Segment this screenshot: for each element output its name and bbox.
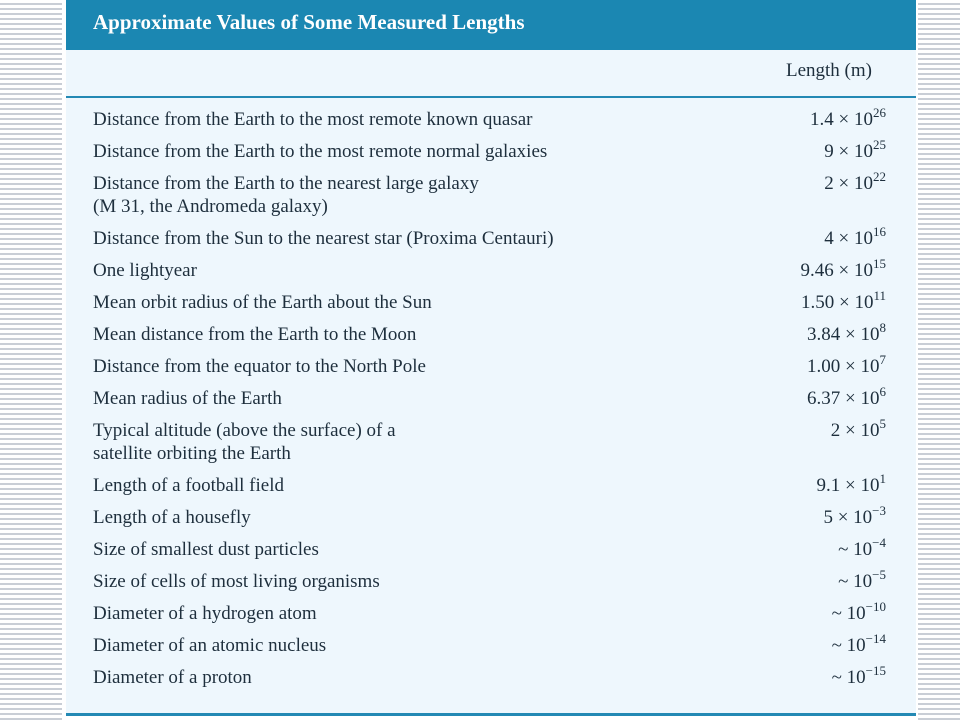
quantity-cell: Diameter of a proton	[93, 667, 252, 688]
length-value	[831, 662, 886, 689]
value-mantissa: 6.37 × 10	[807, 388, 880, 409]
value-mantissa: ~ 10	[831, 603, 866, 624]
value-exponent: 6	[879, 383, 886, 399]
table-title: Approximate Values of Some Measured Lengths	[93, 10, 525, 34]
value-exponent: −4	[872, 534, 886, 550]
table-row	[66, 566, 916, 593]
table-row	[66, 383, 916, 410]
value-exponent: 7	[879, 351, 886, 367]
table-row	[66, 223, 916, 250]
quantity-cell: Mean distance from the Earth to the Moon	[93, 324, 417, 345]
table-row	[66, 104, 916, 131]
table-row	[66, 415, 916, 465]
length-value	[810, 104, 886, 131]
value-exponent: −14	[865, 630, 886, 646]
value-mantissa: 9.1 × 10	[816, 475, 880, 496]
quantity-cell: One lightyear	[93, 260, 197, 281]
value-mantissa: 3.84 × 10	[807, 324, 880, 345]
quantity-cell: Diameter of an atomic nucleus	[93, 635, 327, 656]
table-row	[66, 255, 916, 282]
quantity-cell: Length of a housefly	[93, 507, 251, 528]
value-exponent: 16	[873, 223, 886, 239]
right-stripe-decoration	[918, 0, 960, 720]
value-exponent: 11	[873, 287, 886, 303]
table-row	[66, 319, 916, 346]
quantity-cell: Distance from the Sun to the nearest star (Proxima Centauri)	[93, 228, 554, 249]
value-exponent: 5	[879, 415, 886, 431]
value-exponent: 25	[873, 136, 886, 152]
value-mantissa: ~ 10	[831, 635, 866, 656]
value-mantissa: 4 × 10	[824, 228, 873, 249]
length-value	[831, 630, 886, 657]
bottom-divider	[66, 713, 916, 716]
length-column-header: Length (m)	[785, 60, 872, 81]
length-value	[800, 255, 886, 282]
quantity-cell: Mean orbit radius of the Earth about the Sun	[93, 292, 432, 313]
value-mantissa: 9.46 × 10	[800, 260, 873, 281]
table-body	[66, 104, 916, 698]
quantity-cell: Mean radius of the Earth	[93, 388, 282, 409]
length-value	[816, 470, 886, 497]
quantity-cell: Size of cells of most living organisms	[93, 571, 380, 592]
value-mantissa: 1.4 × 10	[810, 109, 873, 130]
value-exponent: −15	[865, 662, 886, 678]
quantity-cell: Diameter of a hydrogen atom	[93, 603, 317, 624]
length-value	[838, 534, 886, 561]
value-mantissa: 1.00 × 10	[807, 356, 880, 377]
table-row	[66, 168, 916, 218]
quantity-cell: Distance from the Earth to the most remote normal galaxies	[93, 141, 548, 162]
length-value	[807, 319, 886, 346]
value-exponent: 15	[873, 255, 886, 271]
value-mantissa: 2 × 10	[824, 173, 873, 194]
table-title-bar	[66, 0, 916, 50]
table-row	[66, 662, 916, 689]
length-value	[830, 415, 886, 442]
table-row	[66, 287, 916, 314]
value-mantissa: ~ 10	[838, 539, 873, 560]
value-mantissa: 5 × 10	[823, 507, 873, 528]
value-exponent: 26	[873, 104, 886, 120]
quantity-cell: Distance from the equator to the North Pole	[93, 356, 426, 377]
length-value	[824, 136, 886, 163]
value-mantissa: 9 × 10	[824, 141, 873, 162]
table-row	[66, 630, 916, 657]
length-value	[824, 223, 886, 250]
quantity-cell: Distance from the Earth to the most remote known quasar	[93, 109, 533, 130]
table-row	[66, 534, 916, 561]
header-divider	[66, 96, 916, 98]
value-mantissa: ~ 10	[831, 667, 866, 688]
length-value	[824, 168, 886, 195]
value-exponent: 8	[879, 319, 886, 335]
length-value	[823, 502, 886, 529]
table-row	[66, 136, 916, 163]
table-row	[66, 598, 916, 625]
length-value	[807, 351, 886, 378]
length-value	[838, 566, 886, 593]
quantity-cell: Size of smallest dust particles	[93, 539, 319, 560]
table-row	[66, 351, 916, 378]
value-mantissa: 1.50 × 10	[801, 292, 874, 313]
value-mantissa: ~ 10	[838, 571, 873, 592]
quantity-cell: Distance from the Earth to the nearest large galaxy (M 31, the Andromeda galaxy)	[93, 173, 479, 217]
quantity-cell: Typical altitude (above the surface) of a satellite orbiting the Earth	[93, 420, 396, 464]
length-value	[807, 383, 886, 410]
value-exponent: −5	[872, 566, 886, 582]
left-stripe-decoration	[0, 0, 62, 720]
quantity-cell: Length of a football field	[93, 475, 284, 496]
value-exponent: 22	[873, 168, 886, 184]
value-exponent: −10	[865, 598, 886, 614]
value-exponent: −3	[872, 502, 886, 518]
value-mantissa: 2 × 10	[830, 420, 880, 441]
value-exponent: 1	[879, 470, 886, 486]
measured-lengths-table	[66, 0, 916, 716]
table-row	[66, 502, 916, 529]
length-value	[801, 287, 886, 314]
table-row	[66, 470, 916, 497]
length-value	[831, 598, 886, 625]
